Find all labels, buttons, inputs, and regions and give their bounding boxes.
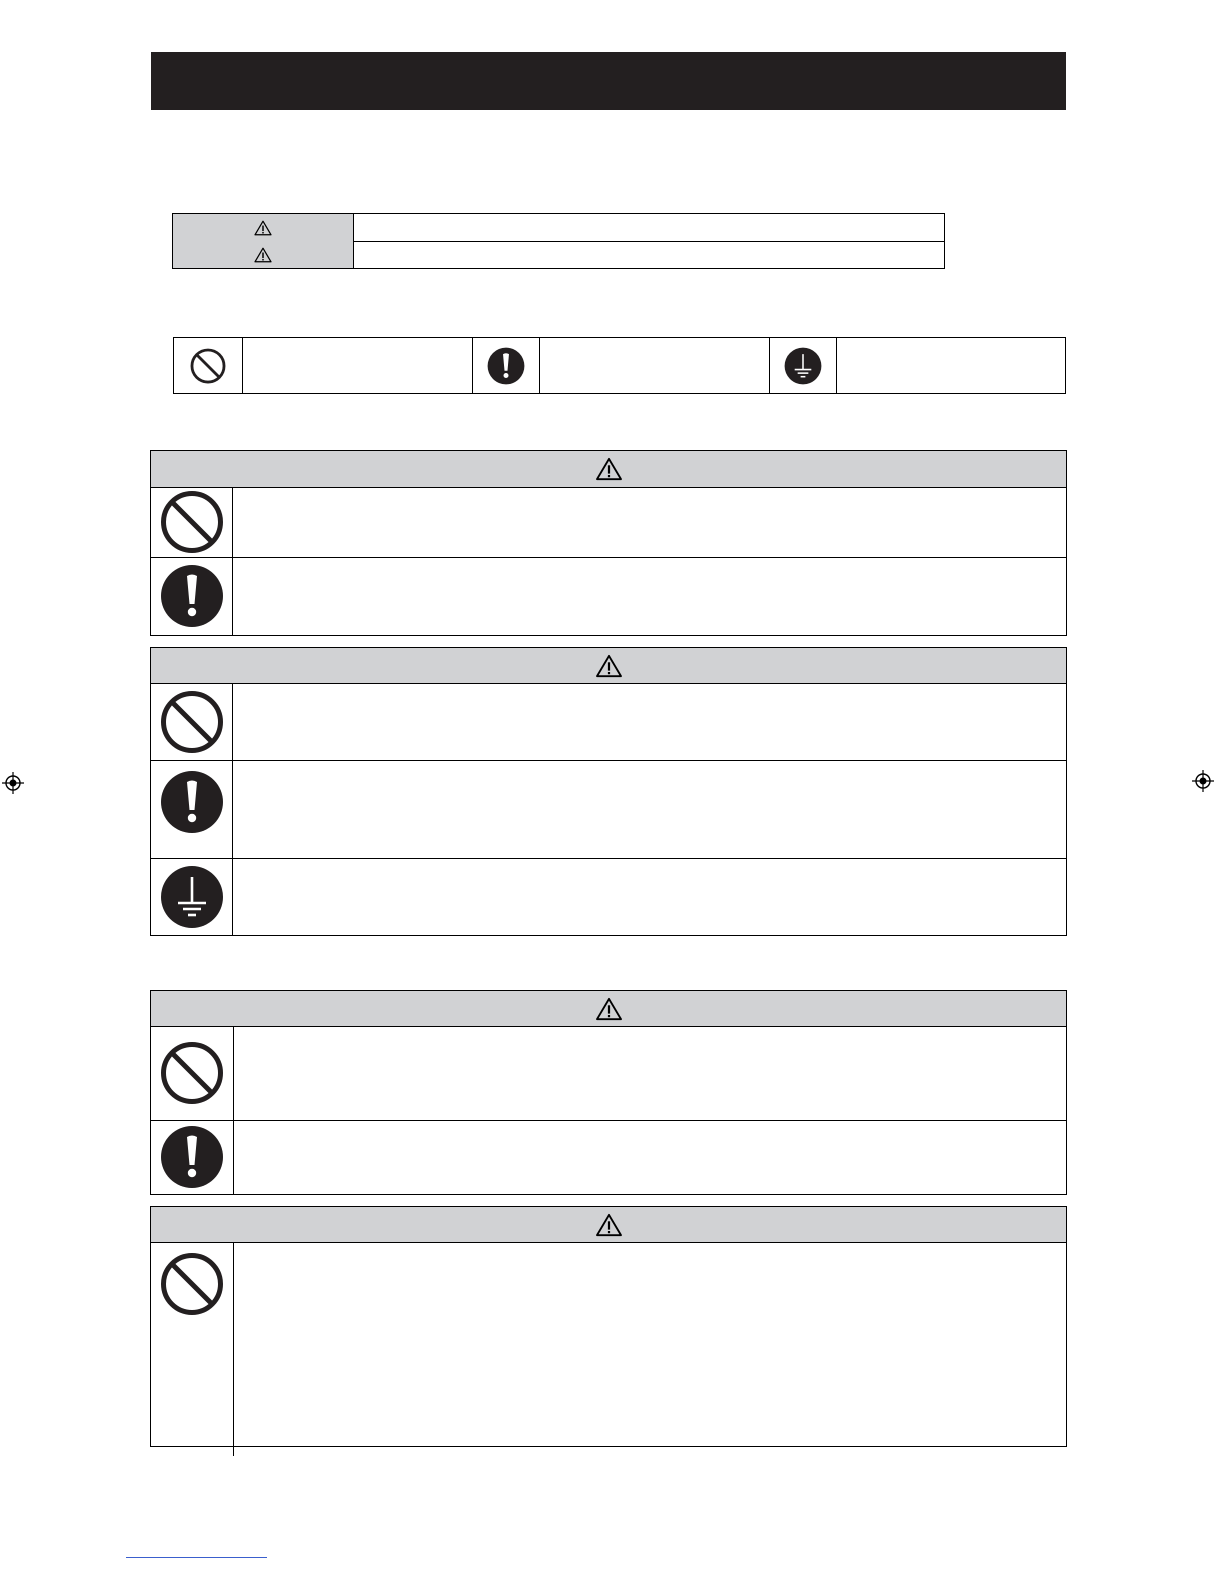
caution-box xyxy=(150,1206,1067,1447)
caution-item xyxy=(151,760,1066,859)
prohibition-icon xyxy=(160,490,224,554)
item-icon-cell xyxy=(151,760,233,868)
warning-triangle-icon xyxy=(594,1213,624,1237)
warning-triangle-icon xyxy=(253,247,273,263)
warning-triangle-icon xyxy=(594,997,624,1021)
hazard-legend-table xyxy=(172,213,945,269)
legend-row-caution xyxy=(173,241,944,268)
prohibition-icon xyxy=(160,1041,224,1105)
item-icon-cell xyxy=(151,1242,234,1456)
warning-item xyxy=(151,1026,1066,1121)
mandatory-action-icon xyxy=(160,770,224,834)
registration-mark-icon xyxy=(1192,770,1214,792)
item-icon-cell xyxy=(151,683,233,760)
warning-box xyxy=(150,450,1067,636)
ground-earth-icon xyxy=(160,865,224,929)
symbol-icon-cell xyxy=(174,338,243,393)
legend-label-cell xyxy=(173,241,354,268)
item-icon-cell xyxy=(151,487,233,557)
caution-item xyxy=(151,683,1066,761)
warning-box-header xyxy=(151,991,1066,1027)
warning-triangle-icon xyxy=(594,654,624,678)
mandatory-action-icon xyxy=(160,564,224,628)
symbol-icon-cell xyxy=(769,338,837,393)
prohibition-icon xyxy=(190,348,226,384)
symbol-legend-table xyxy=(173,337,1066,394)
ground-earth-icon xyxy=(784,347,822,385)
symbol-icon-cell xyxy=(472,338,540,393)
item-icon-cell xyxy=(151,1026,234,1120)
warning-box xyxy=(150,990,1067,1195)
symbol-text-cell xyxy=(836,338,1064,393)
mandatory-action-icon xyxy=(160,1125,224,1189)
symbol-text-cell xyxy=(242,338,473,393)
registration-mark-icon xyxy=(2,772,24,794)
caution-item xyxy=(151,1242,1066,1446)
caution-box-header xyxy=(151,648,1066,684)
caution-box xyxy=(150,647,1067,936)
item-icon-cell xyxy=(151,1120,234,1194)
footer-link-underline xyxy=(126,1557,267,1558)
legend-label-cell xyxy=(173,214,354,241)
item-icon-cell xyxy=(151,858,233,935)
warning-item xyxy=(151,1120,1066,1194)
warning-box-header xyxy=(151,451,1066,488)
warning-triangle-icon xyxy=(253,220,273,236)
warning-triangle-icon xyxy=(594,457,624,481)
symbol-text-cell xyxy=(539,338,770,393)
prohibition-icon xyxy=(160,1252,224,1316)
warning-item xyxy=(151,557,1066,635)
caution-box-header xyxy=(151,1207,1066,1243)
item-icon-cell xyxy=(151,557,233,635)
caution-item xyxy=(151,858,1066,935)
legend-row-warning xyxy=(173,214,944,242)
prohibition-icon xyxy=(160,690,224,754)
warning-item xyxy=(151,487,1066,558)
title-banner xyxy=(151,52,1066,110)
mandatory-action-icon xyxy=(487,347,525,385)
